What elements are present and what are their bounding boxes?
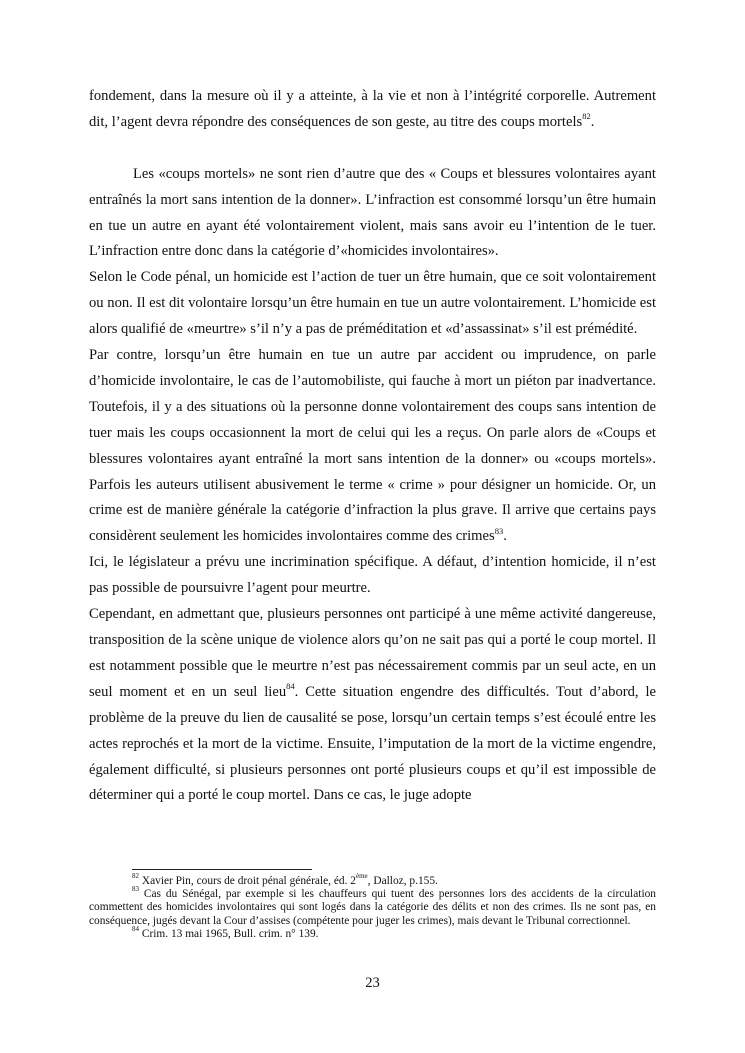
footnote-ref[interactable]: 83: [494, 525, 504, 536]
footnote-ref[interactable]: 82: [582, 111, 591, 122]
paragraph: Ici, le législateur a prévu une incrimination spécifique. A défaut, d’intention homicide, il n’est pas possible de poursuivre l’agent pour meurtre.: [89, 554, 656, 597]
footnotes: [89, 872, 656, 941]
page-number: 23: [365, 975, 380, 991]
paragraph: fondement, dans la mesure où il y a atteinte, à la vie et non à l’intégrité corporelle. Autrement dit, l’agent devra répondre des conséquences de son geste, au titre des coups mortels$^{82}$.: [89, 88, 656, 130]
body-text: [89, 84, 656, 809]
paragraph: Les «coups mortels» ne sont rien d’autre que des « Coups et blessures volontaires ayant entraînés la mort sans intention de la donner». L’infraction est consommé lorsqu’un être humain en tue un autre en ayant été volontairement violent, mais sans avoir eu l’intention de le tuer. L’infraction entre donc dans la catégorie d’«homicides involontaires».: [89, 165, 656, 260]
paragraph: Selon le Code pénal, un homicide est l’action de tuer un être humain, que ce soit volontairement ou non. Il est dit volontaire lorsqu’un être humain en tue un autre volontairement. L’homicide est alors qualifié de «meurtre» s’il n’y a pas de préméditation et «d’assassinat» s’il est prémédité.: [89, 269, 656, 338]
footnote-mark: 83: [132, 885, 139, 894]
paragraph: Cependant, en admettant que, plusieurs personnes ont participé à une même activité dangereuse, transposition de la scène unique de violence alors qu’on ne sait pas qui a porté le coup mortel. Il est notamment possible que le meurtre n’est pas nécessairement commis par un seul acte, en un seul moment et en un seul lieu$^{84}$. Cette situation engendre des difficultés. Tout d’abord, le problème de la preuve du lien de causalité se pose, lorsqu’un certain temps s’est écoulé entre les actes reprochés et la mort de la victime. Ensuite, l’imputation de la mort de la victime engendre, également difficulté, si plusieurs personnes ont porté plusieurs coups et qu’il est impossible de déterminer qui a porté le coup mortel. Dans ce cas, le juge adopte: [89, 606, 656, 804]
paragraph: Par contre, lorsqu’un être humain en tue un autre par accident ou imprudence, on parle d’homicide involontaire, le cas de l’automobiliste, qui fauche à mort un piéton par inadvertance. Toutefois, il y a des situations où la personne donne volontairement des coups sans intention de tuer mais les coups occasionnent la mort de celui qui les a reçus. On parle alors de «Coups et blessures volontaires ayant entraîné la mort sans intention de la donner» ou «coups mortels». Parfois les auteurs utilisent abusivement le terme « crime » pour désigner un homicide. Or, un crime est de manière générale la catégorie d’infraction la plus grave. Il arrive que certains pays considèrent seulement les homicides involontaires comme des crimes$^{83}$.: [89, 347, 656, 545]
footnote-mark: 82: [132, 872, 139, 881]
footnote: $^{84}$ Crim. 13 mai 1965, Bull. crim. n° 139.: [132, 925, 319, 940]
footnote-separator: [132, 869, 312, 870]
footnote-ref[interactable]: 84: [286, 680, 295, 691]
footnote: $^{83}$ Cas du Sénégal, par exemple si les chauffeurs qui tuent des personnes lors des accidents de la circulation commettent des homicides involontaires qui sont logés dans la catégorie des délits et non des crimes. Ils ne sont pas, en conséquence, jugés devant la Cour d’assises (compétente pour juger les crimes), mais devant le Tribunal correctionnel.: [89, 885, 656, 927]
footnote-mark: 84: [132, 925, 139, 934]
footnote: $^{82}$ Xavier Pin, cours de droit pénal générale, éd. 2ème, Dalloz, p.155.: [132, 872, 438, 887]
